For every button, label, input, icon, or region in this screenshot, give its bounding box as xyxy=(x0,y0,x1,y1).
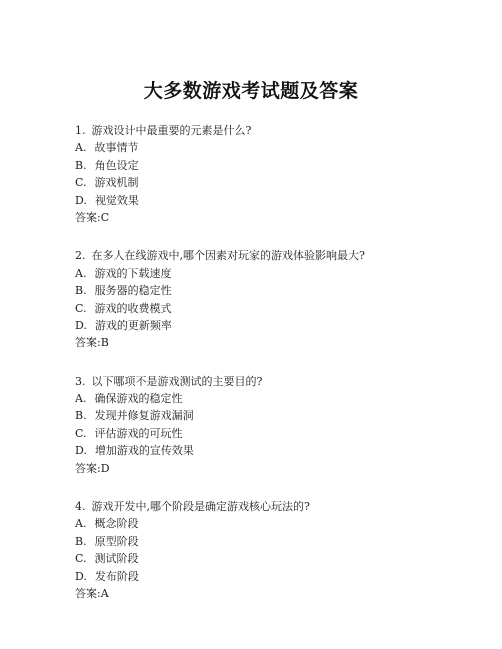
option-b xyxy=(75,533,485,550)
option-text: 视觉效果 xyxy=(94,193,139,207)
question-text xyxy=(75,122,485,139)
question-number: 4. xyxy=(75,500,86,514)
option-text: 发现并修复游戏漏洞 xyxy=(94,409,194,423)
option-d xyxy=(75,317,485,334)
question-block-2 xyxy=(75,247,485,351)
option-text: 发布阶段 xyxy=(94,569,139,583)
option-d xyxy=(75,192,485,209)
answer-line: 答案:B xyxy=(75,336,109,350)
answer-line: 答案:C xyxy=(75,210,110,224)
document-title: 大多数游戏考试题及答案 xyxy=(143,80,359,102)
question-block-1 xyxy=(75,122,485,226)
option-letter: D. xyxy=(75,193,87,207)
option-d xyxy=(75,442,485,459)
option-text: 游戏机制 xyxy=(94,176,139,190)
option-text: 原型阶段 xyxy=(94,534,139,548)
option-c xyxy=(75,174,485,191)
option-letter: D. xyxy=(75,569,87,583)
option-text: 评估游戏的可玩性 xyxy=(94,426,183,440)
option-letter: A. xyxy=(75,266,87,280)
option-d xyxy=(75,568,485,585)
option-letter: A. xyxy=(75,141,87,155)
option-text: 游戏的下载速度 xyxy=(94,266,172,280)
option-letter: D. xyxy=(75,444,87,458)
option-a xyxy=(75,265,485,282)
option-letter: B. xyxy=(75,534,87,548)
answer-line: 答案:D xyxy=(75,461,110,475)
option-text: 服务器的稳定性 xyxy=(94,284,172,298)
option-text: 概念阶段 xyxy=(94,517,139,531)
question-text xyxy=(75,247,485,264)
option-text: 增加游戏的宣传效果 xyxy=(94,444,194,458)
question-block-4 xyxy=(75,498,485,602)
option-letter: C. xyxy=(75,426,87,440)
question-number: 3. xyxy=(75,374,86,388)
option-letter: B. xyxy=(75,409,87,423)
option-letter: C. xyxy=(75,301,87,315)
option-text: 测试阶段 xyxy=(94,552,139,566)
option-letter: D. xyxy=(75,318,87,332)
question-prompt: 以下哪项不是游戏测试的主要目的? xyxy=(91,374,263,388)
question-text xyxy=(75,373,485,390)
option-c xyxy=(75,550,485,567)
option-b xyxy=(75,407,485,424)
question-prompt: 在多人在线游戏中,哪个因素对玩家的游戏体验影响最大? xyxy=(91,249,365,263)
question-prompt: 游戏设计中最重要的元素是什么? xyxy=(91,124,252,137)
option-text: 游戏的更新频率 xyxy=(94,318,172,332)
question-block-3 xyxy=(75,373,485,477)
option-text: 角色设定 xyxy=(94,158,139,172)
option-text: 游戏的收费模式 xyxy=(94,301,172,315)
question-number: 2. xyxy=(75,249,86,263)
option-letter: A. xyxy=(75,517,87,531)
question-text xyxy=(75,498,485,515)
option-letter: C. xyxy=(75,176,87,190)
option-b xyxy=(75,157,485,174)
option-text: 确保游戏的稳定性 xyxy=(94,392,183,406)
option-c xyxy=(75,425,485,442)
question-list xyxy=(75,122,485,623)
option-a xyxy=(75,390,485,407)
option-a xyxy=(75,515,485,532)
option-letter: A. xyxy=(75,392,87,406)
question-prompt: 游戏开发中,哪个阶段是确定游戏核心玩法的? xyxy=(91,500,310,514)
question-number: 1. xyxy=(75,124,86,137)
option-text: 故事情节 xyxy=(94,141,139,155)
option-letter: B. xyxy=(75,158,87,172)
option-b xyxy=(75,282,485,299)
option-letter: C. xyxy=(75,552,87,566)
option-c xyxy=(75,300,485,317)
option-a xyxy=(75,139,485,156)
answer-line: 答案:A xyxy=(75,586,109,600)
option-letter: B. xyxy=(75,284,87,298)
